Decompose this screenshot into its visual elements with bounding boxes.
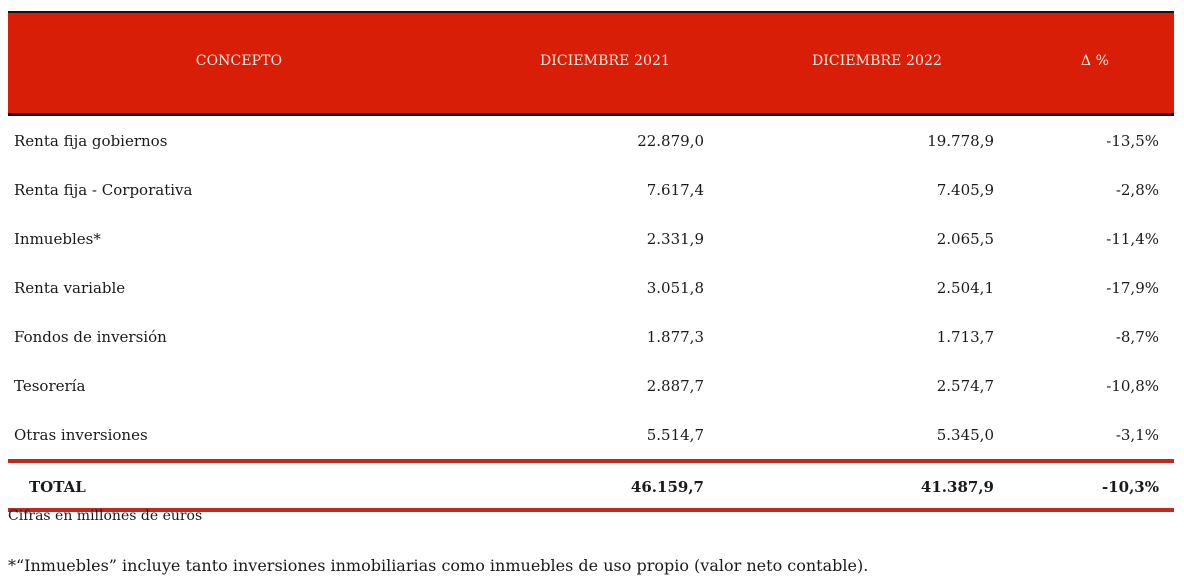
cell-delta: -3,1% xyxy=(1115,426,1159,444)
cell-delta: -13,5% xyxy=(1106,132,1159,150)
table-row xyxy=(8,312,1174,361)
table-row xyxy=(8,116,1174,165)
table-header xyxy=(8,11,1174,116)
investments-table xyxy=(8,11,1174,512)
cell-delta: -8,7% xyxy=(1115,328,1159,346)
cell-concepto: Renta fija - Corporativa xyxy=(14,181,193,199)
footnote: *“Inmuebles” incluye tanto inversiones inmobiliarias como inmuebles de uso propio (valor neto contable). xyxy=(8,556,869,575)
cell-diciembre-2022: 5.345,0 xyxy=(936,426,994,444)
cell-diciembre-2021: 5.514,7 xyxy=(646,426,704,444)
cell-concepto: Fondos de inversión xyxy=(14,328,167,346)
cell-diciembre-2021: 22.879,0 xyxy=(637,132,704,150)
cell-diciembre-2022: 2.574,7 xyxy=(936,377,994,395)
cell-delta: -11,4% xyxy=(1106,230,1159,248)
cell-concepto: Renta variable xyxy=(14,279,126,297)
table-body xyxy=(8,116,1174,459)
header-diciembre-2022: DICIEMBRE 2022 xyxy=(811,53,943,69)
cell-concepto: Otras inversiones xyxy=(14,426,148,444)
total-delta: -10,3% xyxy=(1101,478,1159,496)
cell-diciembre-2021: 2.887,7 xyxy=(646,377,704,395)
total-diciembre-2021: 46.159,7 xyxy=(630,478,704,496)
table-row xyxy=(8,214,1174,263)
cell-diciembre-2021: 1.877,3 xyxy=(646,328,704,346)
cell-delta: -2,8% xyxy=(1115,181,1159,199)
header-diciembre-2021: DICIEMBRE 2021 xyxy=(539,53,671,69)
table-row xyxy=(8,165,1174,214)
header-delta-percent: Δ % xyxy=(1080,53,1110,69)
cell-concepto: Renta fija gobiernos xyxy=(14,132,168,150)
cell-diciembre-2022: 2.504,1 xyxy=(936,279,994,297)
table-row xyxy=(8,410,1174,459)
table-row xyxy=(8,361,1174,410)
cell-diciembre-2021: 2.331,9 xyxy=(646,230,704,248)
total-row xyxy=(8,463,1174,508)
cell-diciembre-2021: 3.051,8 xyxy=(646,279,704,297)
cell-delta: -10,8% xyxy=(1106,377,1159,395)
header-concepto: CONCEPTO xyxy=(195,53,283,69)
cell-concepto: Tesorería xyxy=(14,377,86,395)
cell-diciembre-2022: 7.405,9 xyxy=(936,181,994,199)
cell-diciembre-2022: 1.713,7 xyxy=(936,328,994,346)
cell-concepto: Inmuebles* xyxy=(14,230,101,248)
cell-diciembre-2021: 7.617,4 xyxy=(646,181,704,199)
cell-delta: -17,9% xyxy=(1106,279,1159,297)
cell-diciembre-2022: 19.778,9 xyxy=(927,132,994,150)
units-note: Cifras en millones de euros xyxy=(8,508,203,524)
total-diciembre-2022: 41.387,9 xyxy=(920,478,994,496)
total-label: TOTAL xyxy=(29,478,86,496)
cell-diciembre-2022: 2.065,5 xyxy=(936,230,994,248)
table-row xyxy=(8,263,1174,312)
